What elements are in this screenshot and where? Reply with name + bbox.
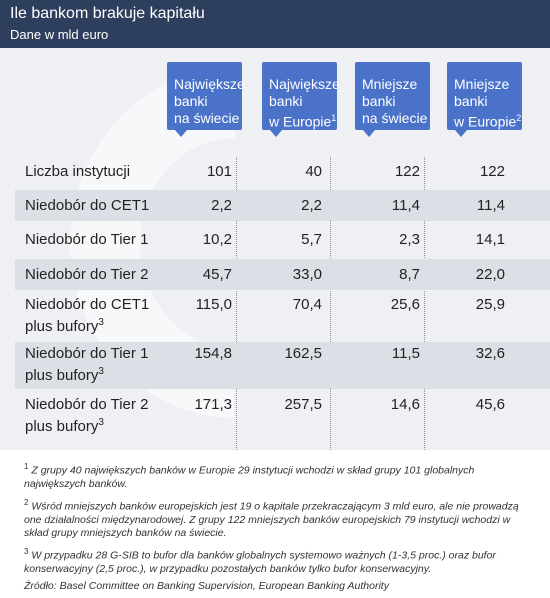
column-header-line: banki <box>362 93 396 109</box>
footnote: $^3$ W przypadku 28 G-SIB to bufor dla banków globalnych systemowo ważnych (1-3,5 proc.) oraz bufor konserwacyjny (2,5 proc.), w przypadku pozostałych banków tylko bufor konserwacyjny. <box>24 546 496 575</box>
table-cell: 2,2 <box>211 197 232 214</box>
row-label: Niedobór do Tier 2 <box>25 266 149 283</box>
column-header-line: Mniejsze <box>454 76 510 92</box>
table-cell: 11,4 <box>391 197 420 214</box>
table-cell: 154,8 <box>194 345 232 362</box>
table-cell: 14,1 <box>475 231 505 248</box>
column-header-line: Największe <box>174 76 245 92</box>
footnote-marker: 1 <box>331 113 337 123</box>
column-header-pointer <box>175 130 187 137</box>
column-header-line: banki <box>269 93 303 109</box>
table-row <box>15 157 550 187</box>
table-row <box>15 190 550 221</box>
table-cell: 101 <box>206 163 232 180</box>
table-row <box>15 342 550 389</box>
table-cell: 10,2 <box>202 231 232 248</box>
table-cell: 70,4 <box>292 296 322 313</box>
footnotes <box>24 460 534 598</box>
row-label: Niedobór do Tier 1 plus bufory$^3$ <box>25 345 149 384</box>
footnote-marker: 2 <box>516 113 522 123</box>
row-label: Liczba instytucji <box>25 163 131 180</box>
row-label: Niedobór do CET1 plus bufory$^3$ <box>25 296 150 335</box>
footnote-marker: 3 <box>98 366 104 377</box>
footnote: $^1$ Z grupy 40 największych banków w Europie 29 instytucji wchodzi w skład grupy 101 globalnych największych banków. <box>24 462 475 490</box>
column-header-line: w Europie$^1$ <box>269 113 337 130</box>
table-cell: 25,6 <box>390 296 420 313</box>
table-cell: 11,5 <box>391 345 420 362</box>
table-cell: 122 <box>479 163 505 180</box>
table-cell: 32,6 <box>475 345 505 362</box>
footnote-marker: 3 <box>98 317 104 328</box>
table-cell: 115,0 <box>195 296 232 313</box>
table-cell: 122 <box>394 163 420 180</box>
table-cell: 45,6 <box>475 396 505 413</box>
table-cell: 14,6 <box>390 396 420 413</box>
table-cell: 11,4 <box>476 197 505 214</box>
footnote-number: 3 <box>24 546 29 556</box>
column-header-line: w Europie$^2$ <box>454 113 522 130</box>
table-cell: 40 <box>305 163 322 180</box>
row-label: Niedobór do CET1 <box>25 197 150 214</box>
table-cell: 162,5 <box>284 345 322 362</box>
column-header-2 <box>262 62 340 130</box>
table-cell: 257,5 <box>284 396 322 413</box>
table-cell: 2,3 <box>399 231 420 248</box>
column-header-pointer <box>455 130 467 137</box>
column-header-1 <box>167 62 245 130</box>
table-cell: 33,0 <box>292 266 322 283</box>
table-row <box>15 393 550 440</box>
column-header-line: Największe <box>269 76 340 92</box>
table-cell: 25,9 <box>475 296 505 313</box>
footnote: $^2$ Wśród mniejszych banków europejskich jest 19 o kapitale przekraczającym 3 mld euro, ale nie prowadzą one działalności międzynarodowej. Z grupy 122 mniejszych banków europejskich 79 instytucji wchodzi w skład grupy mniejszych banków na świecie. <box>24 497 519 539</box>
column-header-line: na świecie <box>362 110 428 126</box>
column-header-line: Mniejsze <box>362 76 418 92</box>
row-label: Niedobór do Tier 1 <box>25 231 149 248</box>
table-cell: 8,7 <box>399 266 420 283</box>
source-note: Źródło: Basel Committee on Banking Supervision, European Banking Authority <box>24 580 389 592</box>
column-header-pointer <box>270 130 282 137</box>
table-cell: 2,2 <box>301 197 322 214</box>
page-title: Ile bankom brakuje kapitału <box>10 5 205 22</box>
column-header-pointer <box>363 130 375 137</box>
column-header-line: na świecie <box>174 110 240 126</box>
table-row <box>15 259 550 290</box>
table-row <box>15 293 550 338</box>
column-header-4 <box>447 62 522 130</box>
column-header-line: banki <box>174 93 208 109</box>
table-cell: 22,0 <box>475 266 505 283</box>
table-cell: 171,3 <box>194 396 232 413</box>
table-cell: 45,7 <box>202 266 232 283</box>
title-bar <box>0 0 550 48</box>
footnote-number: 2 <box>24 497 29 507</box>
column-header-3 <box>355 62 430 130</box>
footnote-marker: 3 <box>98 417 104 428</box>
page-subtitle: Dane w mld euro <box>10 27 109 42</box>
table-cell: 5,7 <box>301 231 322 248</box>
column-header-line: banki <box>454 93 488 109</box>
row-label: Niedobór do Tier 2 plus bufory$^3$ <box>25 396 149 435</box>
table-row <box>15 224 550 255</box>
footnote-number: 1 <box>24 462 29 471</box>
